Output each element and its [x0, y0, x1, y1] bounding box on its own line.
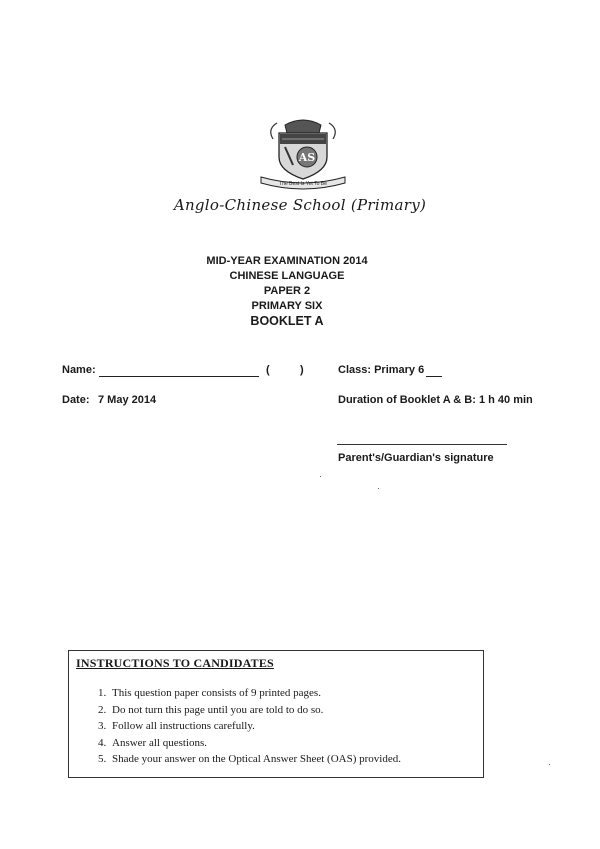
date-label: Date: — [62, 394, 90, 406]
duration-text: Duration of Booklet A & B: 1 h 40 min — [338, 394, 533, 406]
class-field[interactable] — [426, 366, 442, 377]
signature-label: Parent's/Guardian's signature — [338, 452, 494, 464]
name-field[interactable] — [99, 366, 259, 377]
instructions-heading: INSTRUCTIONS TO CANDIDATES — [76, 656, 274, 670]
crest-motto: The Best Is Yet To Be — [279, 181, 327, 187]
name-label: Name: — [62, 364, 96, 376]
exam-session: MID-YEAR EXAMINATION 2014 — [206, 255, 368, 267]
exam-level: PRIMARY SIX — [251, 300, 323, 312]
exam-title-block — [0, 254, 574, 329]
school-name: Anglo-Chinese School (Primary) — [173, 196, 427, 214]
instruction-item: 2. Do not turn this page until you are told to do so. — [98, 703, 324, 716]
signature-line[interactable] — [337, 444, 507, 445]
index-paren-open: ( — [266, 364, 270, 376]
exam-subject: CHINESE LANGUAGE — [229, 270, 345, 282]
svg-text:AS: AS — [298, 151, 316, 164]
instruction-item: 5. Shade your answer on the Optical Answer Sheet (OAS) provided. — [98, 753, 401, 765]
index-number-field[interactable] — [272, 366, 296, 376]
scan-speck — [378, 488, 379, 489]
exam-booklet: BOOKLET A — [250, 314, 324, 328]
instructions-list — [98, 685, 401, 768]
school-crest-icon — [247, 113, 359, 191]
date-value: 7 May 2014 — [98, 394, 157, 406]
scan-speck — [320, 476, 321, 477]
instruction-item: 1. This question paper consists of 9 printed pages. — [98, 687, 321, 699]
class-label: Class: Primary 6 — [338, 364, 425, 376]
exam-paper: PAPER 2 — [263, 285, 311, 297]
instruction-item: 3. Follow all instructions carefully. — [98, 720, 255, 732]
index-paren-close: ) — [300, 364, 304, 376]
instructions-box — [68, 650, 484, 778]
instruction-item: 4. Answer all questions. — [98, 736, 208, 749]
scan-speck — [549, 764, 550, 765]
